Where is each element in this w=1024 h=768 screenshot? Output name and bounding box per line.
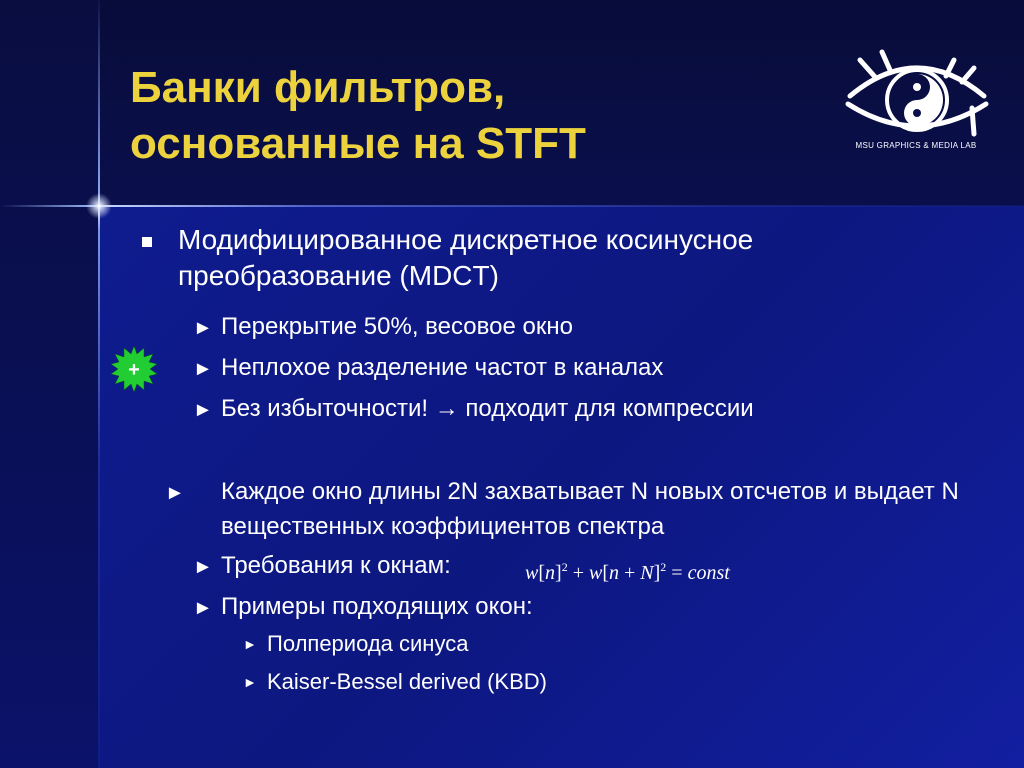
subsub-bullet-text: Полпериода синуса (267, 631, 469, 656)
sub-bullet-text: Неплохое разделение частот в каналах (221, 354, 664, 381)
logo-caption: MSU GRAPHICS & MEDIA LAB (855, 141, 977, 150)
square-bullet-icon (142, 237, 152, 247)
sub-bullet-text: Каждое окно длины 2N захватывает N новых отсчетов и выдает N вещественных коэффициентов спектра (221, 478, 959, 540)
formula-n: n (608, 562, 619, 584)
formula-bracket: ] (653, 562, 661, 584)
formula-bracket: ] (555, 562, 562, 584)
formula-bracket: [ (602, 562, 609, 584)
plus-badge-icon (109, 344, 159, 394)
formula-w: w (525, 562, 539, 584)
main-bullet (178, 222, 898, 294)
sub-bullet (193, 310, 993, 345)
arrow-bullet-icon: ► (193, 317, 213, 339)
arrow-bullet-icon: ► (193, 597, 213, 619)
arrow-bullet-icon: ► (193, 556, 213, 578)
sub-bullet-text: Примеры подходящих окон: (221, 593, 533, 620)
sub-bullet-text: Требования к окнам: (221, 552, 451, 579)
sub-bullet (193, 392, 993, 427)
main-bullet-line-2: преобразование (MDCT) (178, 260, 499, 291)
subsub-bullet (243, 667, 943, 697)
formula-bracket: [ (538, 562, 546, 584)
sub-bullet-text: Без избыточности! → подходит для компрессии (221, 395, 754, 422)
arrow-bullet-icon: ► (193, 399, 213, 421)
formula-plus: + (567, 562, 589, 584)
subsub-bullet (243, 629, 943, 659)
formula-w: w (588, 562, 603, 584)
sub-bullet (193, 351, 993, 386)
formula-n: n (545, 562, 556, 584)
sub-bullet (193, 590, 993, 625)
arrow-bullet-icon: ► (165, 482, 185, 504)
badge-symbol: + (128, 359, 140, 381)
formula-exponent: 2 (660, 560, 667, 574)
arrow-bullet-icon: ► (193, 358, 213, 380)
arrow-bullet-icon: ► (243, 674, 257, 690)
formula-const: const (687, 562, 730, 584)
formula-plus: + (618, 562, 641, 584)
sub-bullet (165, 475, 993, 543)
formula-exponent: 2 (561, 560, 568, 574)
arrow-bullet-icon: ► (243, 636, 257, 652)
main-bullet-line-1: Модифицированное дискретное косинусное (178, 224, 754, 255)
window-condition-formula (525, 552, 730, 588)
title-line-2: основанные на STFT (130, 119, 586, 168)
title-line-1: Банки фильтров, (130, 63, 506, 112)
subsub-bullet-text: Kaiser-Bessel derived (KBD) (267, 669, 547, 694)
formula-N: N (640, 562, 654, 584)
formula-equals: = (666, 562, 688, 584)
sub-bullet-text: Перекрытие 50%, весовое окно (221, 313, 573, 340)
